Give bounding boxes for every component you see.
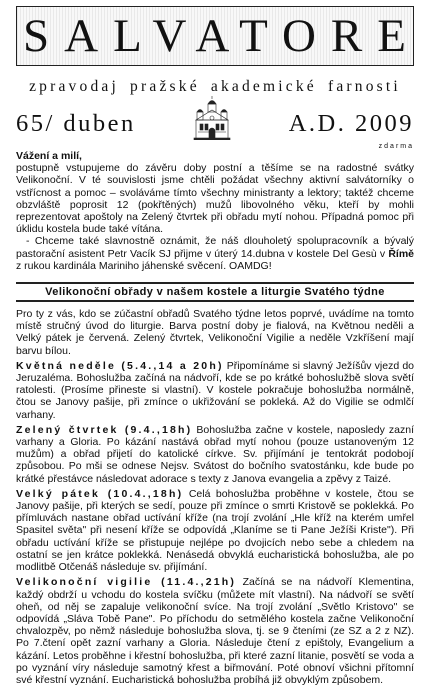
masthead-subtitle: zpravodaj pražské akademické farnosti: [29, 78, 401, 95]
issue-year: A.D. 2009: [288, 110, 414, 137]
day-lead: Zelený čtvrtek (9.4.,18h): [16, 423, 193, 436]
section-heading: Velikonoční obřady v našem kostele a liturgie Svatého týdne: [16, 282, 414, 302]
day-easter-vigil: [16, 576, 414, 686]
letter-p2-suffix: z rukou kardinála Mariniho jáhenské svěcení. OAMDG!: [16, 259, 272, 272]
masthead-title: SALVATORE: [23, 9, 421, 62]
letter-paragraph-2: [16, 235, 414, 272]
day-lead: Velikonoční vigilie (11.4.,21h): [16, 576, 237, 589]
masthead-box: [16, 6, 421, 66]
letter: [16, 150, 414, 272]
day-text: Celá bohoslužba proběhne v kostele, čtou se Janovy pašije, při kterých se sedí, pouze při zmínce o smrti Kristově se poklekká. Po přímluvách nastane obřad uctívání kříže (na trojí zvolání „Hle kříž na kterém umřel Spasitel světa" při nesení kříže se odpovídá „Klaníme se ti Pane Ježíši Kriste"). Při obřadu uctívání kříže se přistupuje nejlépe po dvojicích nebo sebe a chledem na ostatní se jen krátce poklekká. Nenásedá obvyklá eucharistická bohoslužba, ale po modlitbě Otčenáš následuje sv. přijímání.: [16, 487, 414, 574]
letter-p2-prefix: - Chceme také slavnostně oznámit, že náš dlouholetý spolupracovník a bývalý pastorační asistent Petr Vacík SJ přijme v úterý 14.dubna v kostele Del Gesù v: [16, 235, 414, 260]
day-palm-sunday: [16, 360, 414, 421]
letter-p2-bold: Římě: [388, 247, 414, 260]
issue-row: [16, 102, 414, 146]
greeting: Vážení a milí,: [16, 150, 82, 162]
day-lead: Květná neděle (5.4.,14 a 20h): [16, 359, 224, 372]
day-good-friday: [16, 488, 414, 573]
section-body: [16, 308, 414, 686]
church-icon: [192, 96, 232, 140]
day-lead: Velký pátek (10.4.,18h): [16, 487, 184, 500]
day-text: Začíná se na nádvoří Klementina, každý obdrží u vchodu do kostela svíčku (můžete mít vlastní). Na nádvoří se světí oheň, od něj se zapaluje velikonoční svíce. Na trojí zvolání „Světlo Kristovo" se odpovídá „Sláva Tobě Pane". Po příchodu do setmělého kostela začne Velikonoční chvalozpěv, po němž následuje bohoslužba slova, tj. se 9 čteními (ze SZ a 2 z NZ). Po 7.čtení opět zazní varhany a Gloria. Následuje čtení z epištoly, Evangelium a kázání. Letos proběhne i křestní bohoslužba, při které zazní litanie, posvětí se voda a po vyznání víry následuje samotný křest a biřmování. Poté obnoví všichni přítomní své křestní vyznání. Eucharistická bohoslužba probíhá již obvyklým způsobem.: [16, 576, 414, 686]
day-text: Bohoslužba začne v kostele, naposledy zazní varhany a Gloria. Po kázání nastává obřad mytí nohou (pouze ustanoveným 12 mužům) a obřad přijetí do katolické církve. Sv. přijímání je tentokrát podobojí způsobou. Po mši se odnese Nejsv. Svátost do bočního svatostánku, kde bude po krátké přestávce následovat adorace s texty z Janova evangelia a zpěvy z Taizé.: [16, 423, 414, 485]
day-text: Připomínáme si slavný Ježíšův vjezd do Jeruzaléma. Bohoslužba začíná na nádvoří, kde se po krátké bohoslužbě slova světí ratolesti. (Prosíme přineste si vlastní). V kostele pokračuje bohoslužba normálně, čtou se Janovy pašije, při zmínce o ukřižování se pokleká. Až do Vigilie se odmlčí varhany.: [16, 359, 415, 421]
price-label: zdarma: [378, 143, 414, 150]
day-maundy-thursday: [16, 424, 414, 485]
issue-number: 65/ duben: [16, 110, 136, 137]
letter-paragraph-1: postupně vstupujeme do závěru doby postní a těšíme se na radostné svátky Velikonoční. V té souvislosti jsme chtěli požádat všechny aktivní salvátorníky o vstřícnost a pomoc – svoláváme tímto všechny ministranty a lektory; taktéž chceme obzvláště poprosit 12 (pokřtěných) mužů libovolného věku, kteří by mohli reprezentovat apoštoly na Zelený čtvrtek při obřadu mytí nohou. Případná pomoc při úklidu kostela bude také vítána.: [16, 162, 414, 236]
section-intro: Pro ty z vás, kdo se zúčastní obřadů Svatého týdne letos poprvé, uvádíme na tomto místě stručný úvod do liturgie. Barva postní doby je fialová, na Květnou neděli a Velký pátek je červená. Zelený čtvrtek, Velikonoční Vigilie a neděle Vzkříšení mají barvu bílou.: [16, 308, 414, 357]
